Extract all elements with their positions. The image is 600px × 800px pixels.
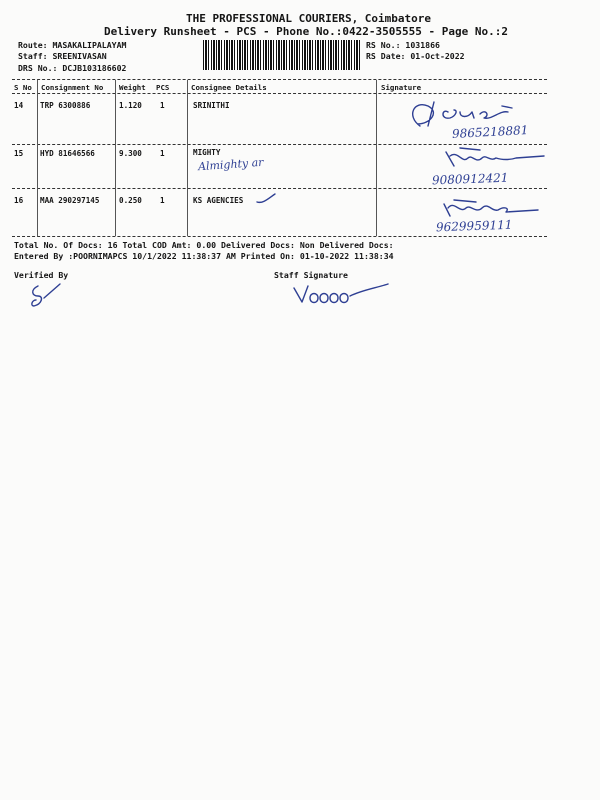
company-title: THE PROFESSIONAL COURIERS, Coimbatore (186, 12, 432, 25)
row-consignment: TRP 6300886 (40, 101, 91, 110)
row-consignee: SRINITHI (193, 101, 230, 110)
row-sno: 15 (14, 149, 24, 158)
runsheet-subtitle: Delivery Runsheet - PCS - Phone No.:0422-3505555 - Page No.:2 (104, 25, 508, 38)
col-header-consignment: Consignment No (41, 83, 104, 92)
row-consignment: MAA 290297145 (40, 196, 100, 205)
row-consignee: KS AGENCIES (193, 196, 244, 205)
row-divider (12, 144, 547, 145)
row-consignment: HYD 81646566 (40, 149, 95, 158)
row-weight: 9.300 (119, 149, 142, 158)
row-divider (12, 188, 547, 189)
verifier-signature (24, 282, 64, 310)
pen-tick-mark (255, 192, 277, 206)
delivery-signature (440, 146, 550, 172)
table-top-rule (12, 79, 547, 80)
row-weight: 0.250 (119, 196, 142, 205)
handwritten-phone: 9865218881 (451, 123, 529, 141)
col-header-signature: Signature (381, 83, 422, 92)
col-header-consignee: Consignee Details (191, 83, 267, 92)
row-sno: 14 (14, 101, 24, 110)
table-header-rule (12, 93, 547, 94)
handwritten-phone: 9629959111 (435, 217, 513, 235)
row-pcs: 1 (160, 149, 165, 158)
column-divider (115, 80, 116, 236)
column-divider (187, 80, 188, 236)
verified-by-label: Verified By (14, 270, 69, 280)
totals-line: Total No. Of Docs: 16 Total COD Amt: 0.00 Delivered Docs: Non Delivered Docs: (14, 240, 394, 250)
row-weight: 1.120 (119, 101, 142, 110)
row-sno: 16 (14, 196, 24, 205)
handwritten-consignee-note: Almighty ar (197, 155, 264, 174)
rs-date: RS Date: 01-Oct-2022 (366, 51, 465, 61)
row-consignee: MIGHTY (193, 148, 221, 157)
rs-number: RS No.: 1031866 (366, 40, 440, 50)
column-divider (37, 80, 38, 236)
row-pcs: 1 (160, 101, 165, 110)
entered-by-line: Entered By :POORNIMAPCS 10/1/2022 11:38:37 AM Printed On: 01-10-2022 11:38:34 (14, 251, 394, 261)
handwritten-phone: 9080912421 (431, 170, 509, 188)
staff-signature-label: Staff Signature (274, 270, 348, 280)
col-header-sno: S No (14, 83, 32, 92)
col-header-weight: Weight (119, 83, 146, 92)
row-pcs: 1 (160, 196, 165, 205)
column-divider (376, 80, 377, 236)
staff-label: Staff: SREENIVASAN (18, 51, 107, 61)
table-bottom-rule (12, 236, 547, 237)
staff-signature (292, 280, 392, 308)
drs-number: DRS No.: DCJB103186602 (18, 63, 127, 73)
barcode (203, 40, 360, 70)
col-header-pcs: PCS (156, 83, 170, 92)
route-label: Route: MASAKALIPALAYAM (18, 40, 127, 50)
